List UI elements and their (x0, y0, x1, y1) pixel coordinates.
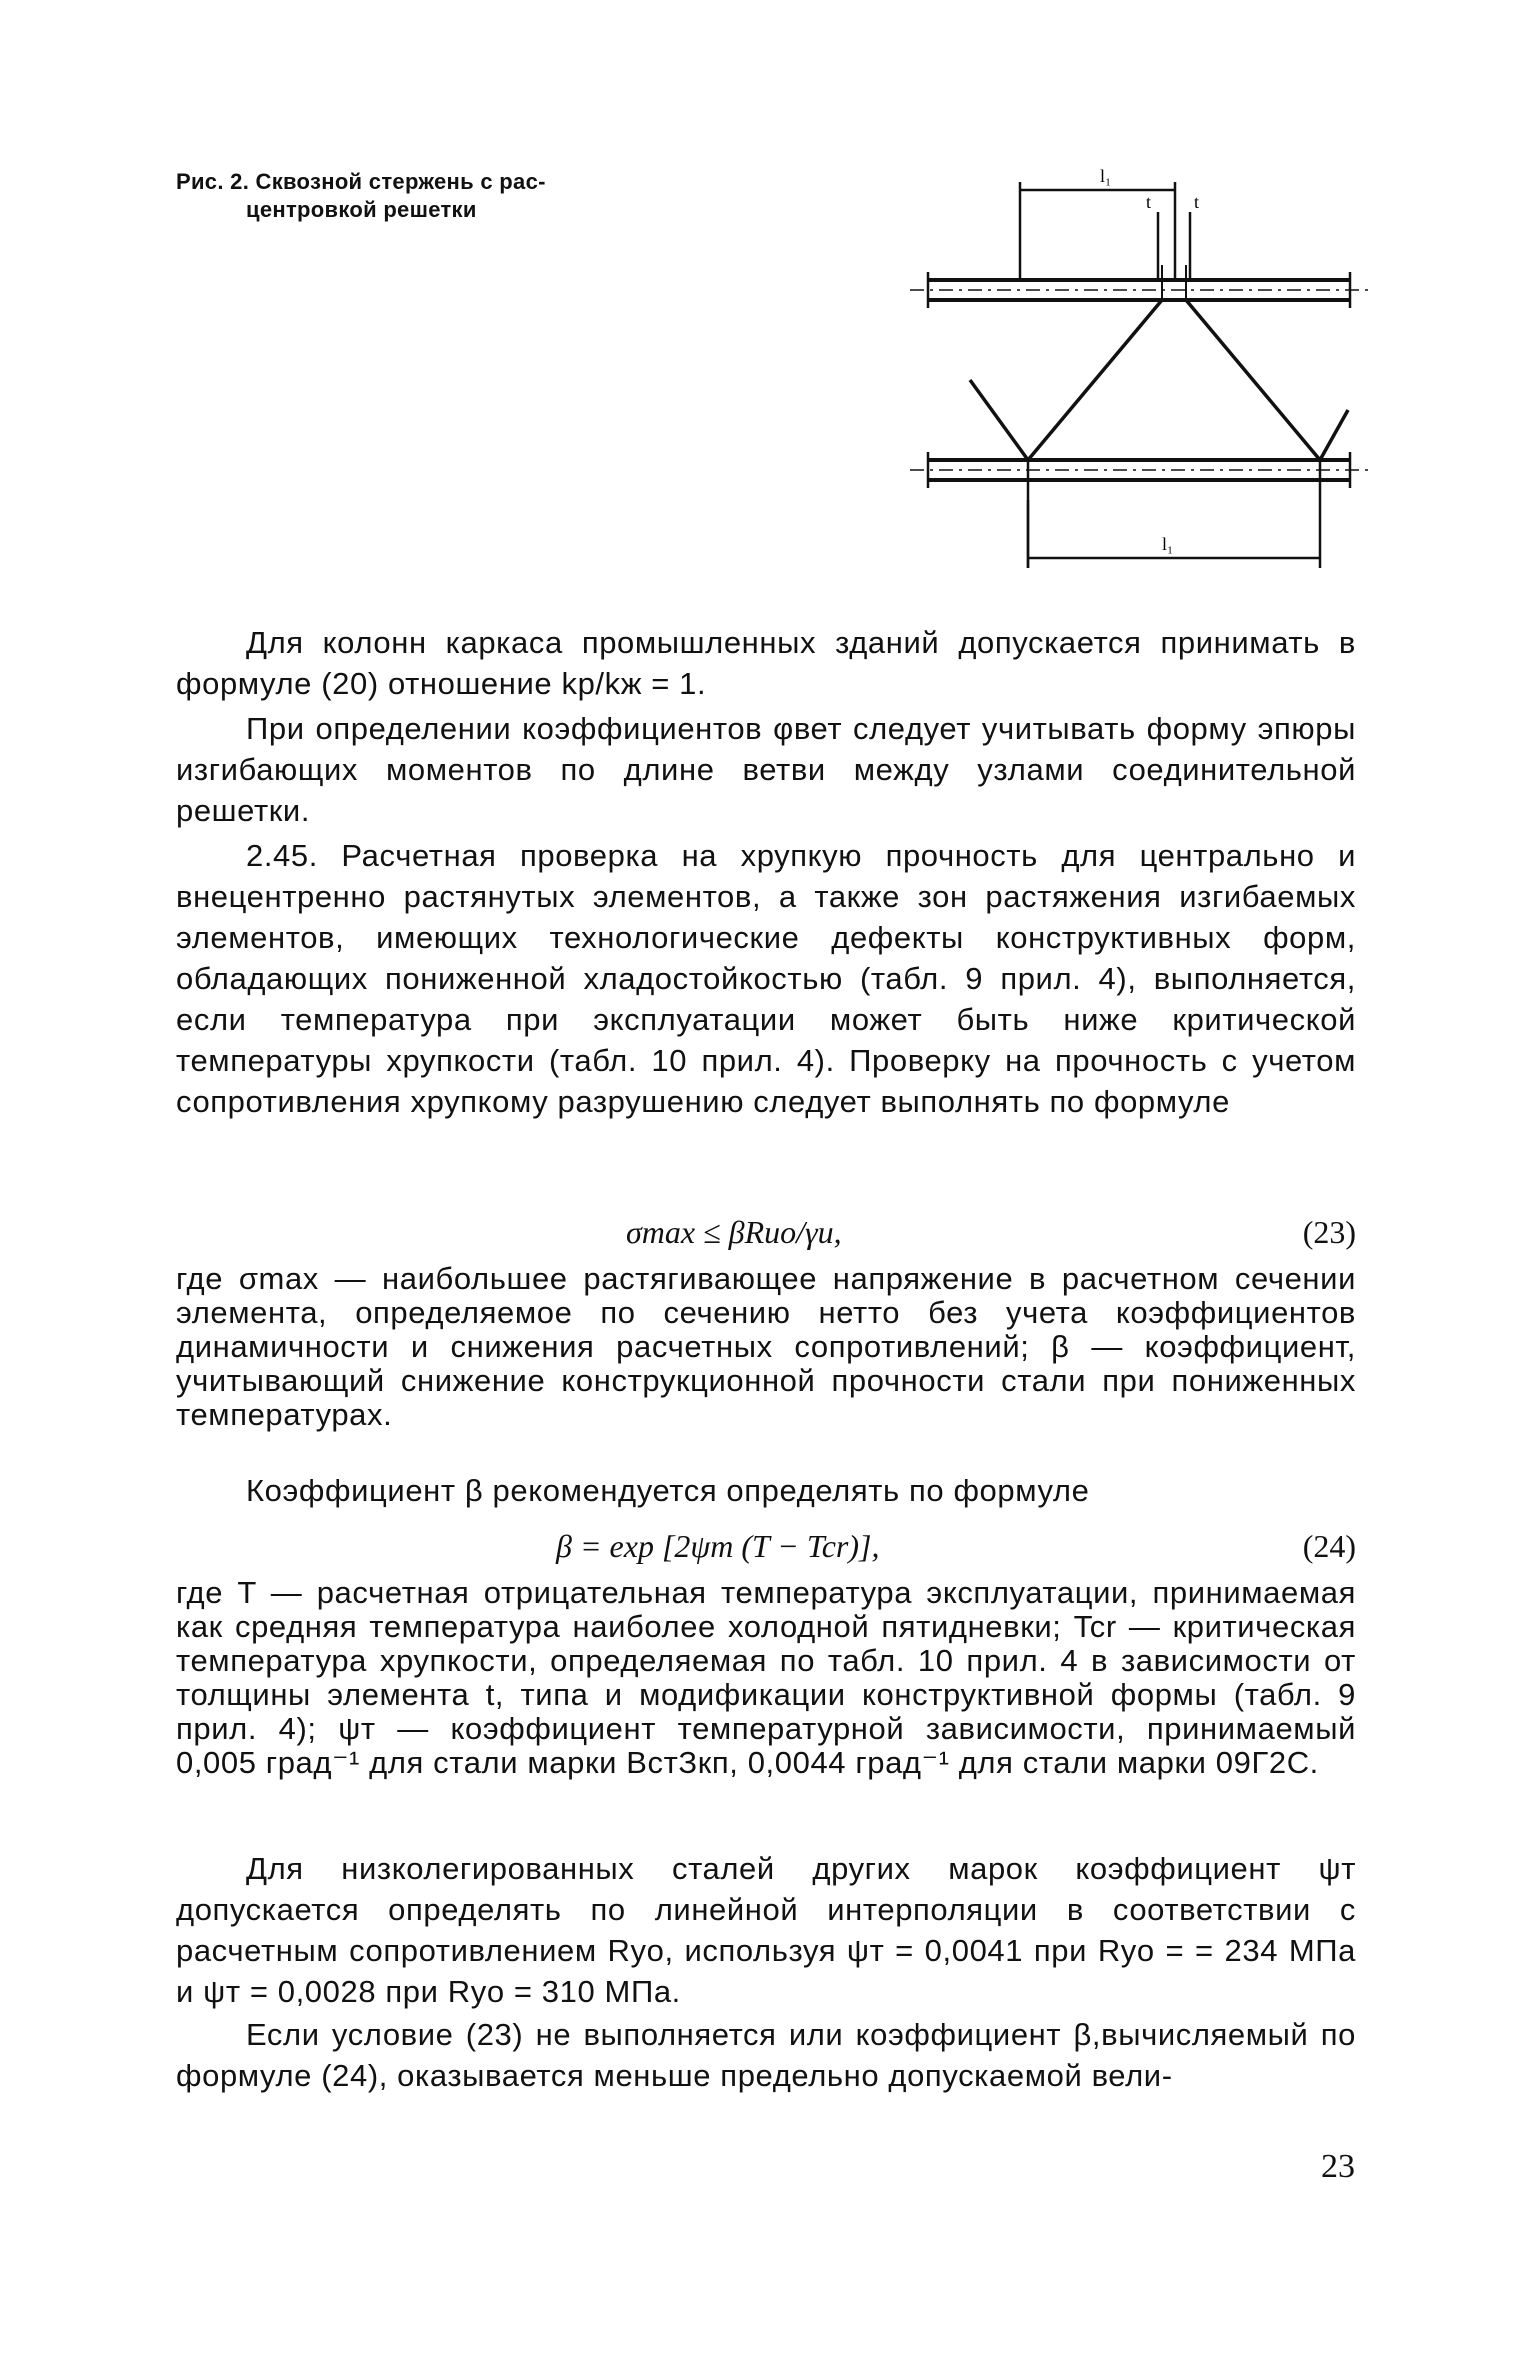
label-t2: t (1194, 192, 1200, 212)
formula-23-expression: σmax ≤ βRuo/γu, (626, 1214, 842, 1250)
page-number: 23 (1321, 2148, 1355, 2185)
text-block-5 (176, 1848, 1356, 2096)
figure-caption (176, 168, 576, 224)
paragraph-2: При определении коэффициентов φвет следует учитывать форму эпюры изгибающих моментов по длине ветви между узлами соединительной решетки. (176, 711, 1356, 828)
text-block-2 (176, 1262, 1356, 1432)
lattice-column-figure (900, 160, 1380, 580)
diagonal-1 (970, 380, 1028, 460)
text-block-3 (176, 1470, 1356, 1511)
diagonal-3 (1186, 300, 1320, 460)
paragraph-4: где σmax — наибольшее растягивающее напряжение в расчетном сечении элемента, определяемое по сечению нетто без учета коэффициентов динамичности и снижения расчетных сопротивлений; β — коэффициент, учитывающий снижение конструкционной прочности стали при пониженных температурах. (176, 1261, 1356, 1432)
formula-23 (176, 1210, 1356, 1254)
formula-23-number: (23) (1302, 1214, 1356, 1250)
label-top: l₁ (1100, 166, 1112, 186)
figure-caption-line2: центровкой решетки (246, 197, 477, 222)
label-bottom: l₁ (1162, 534, 1174, 554)
paragraph-1: Для колонн каркаса промышленных зданий допускается принимать в формуле (20) отношение kр/kж = 1. (176, 625, 1356, 701)
paragraph-7: Для низколегированных сталей других марок коэффициент ψт допускается определять по линейной интерполяции в соответствии с расчетным сопротивлением Ryo, используя ψт = 0,0041 при Ryo = = 234 МПа и ψт = 0,0028 при Ryo = 310 МПа. (176, 1851, 1356, 2009)
diagonal-4 (1320, 410, 1348, 460)
paragraph-3: 2.45. Расчетная проверка на хрупкую прочность для центрально и внецентренно растянутых элементов, а также зон растяжения изгибаемых элементов, имеющих технологические дефекты конструктивных форм, обладающих пониженной хладостойкостью (табл. 9 прил. 4), выполняется, если температура при эксплуатации может быть ниже критической температуры хрупкости (табл. 10 прил. 4). Проверку на прочность с учетом сопротивления хрупкому разрушению следует выполнять по формуле (176, 838, 1356, 1119)
text-block-1 (176, 622, 1356, 1122)
formula-24 (176, 1524, 1356, 1568)
paragraph-6: где T — расчетная отрицательная температура эксплуатации, принимаемая как средняя температура наиболее холодной пятидневки; Tcr — критическая температура хрупкости, определяемая по табл. 10 прил. 4 в зависимости от толщины элемента t, типа и модификации конструктивной формы (табл. 9 прил. 4); ψт — коэффициент температурной зависимости, принимаемый 0,005 град⁻¹ для стали марки ВстЗкп, 0,0044 град⁻¹ для стали марки 09Г2С. (176, 1575, 1356, 1780)
diagonal-2 (1028, 300, 1162, 460)
label-t1: t (1146, 192, 1152, 212)
figure-caption-line1: Рис. 2. Сквозной стержень с рас- (176, 169, 546, 194)
text-block-4 (176, 1576, 1356, 1780)
formula-24-expression: β = exp [2ψт (T − Tcr)], (556, 1528, 880, 1564)
paragraph-8: Если условие (23) не выполняется или коэффициент β,вычисляемый по формуле (24), оказывается меньше предельно допускаемой вели- (176, 2017, 1356, 2093)
formula-24-number: (24) (1302, 1528, 1356, 1564)
paragraph-5: Коэффициент β рекомендуется определять по формуле (246, 1473, 1090, 1508)
